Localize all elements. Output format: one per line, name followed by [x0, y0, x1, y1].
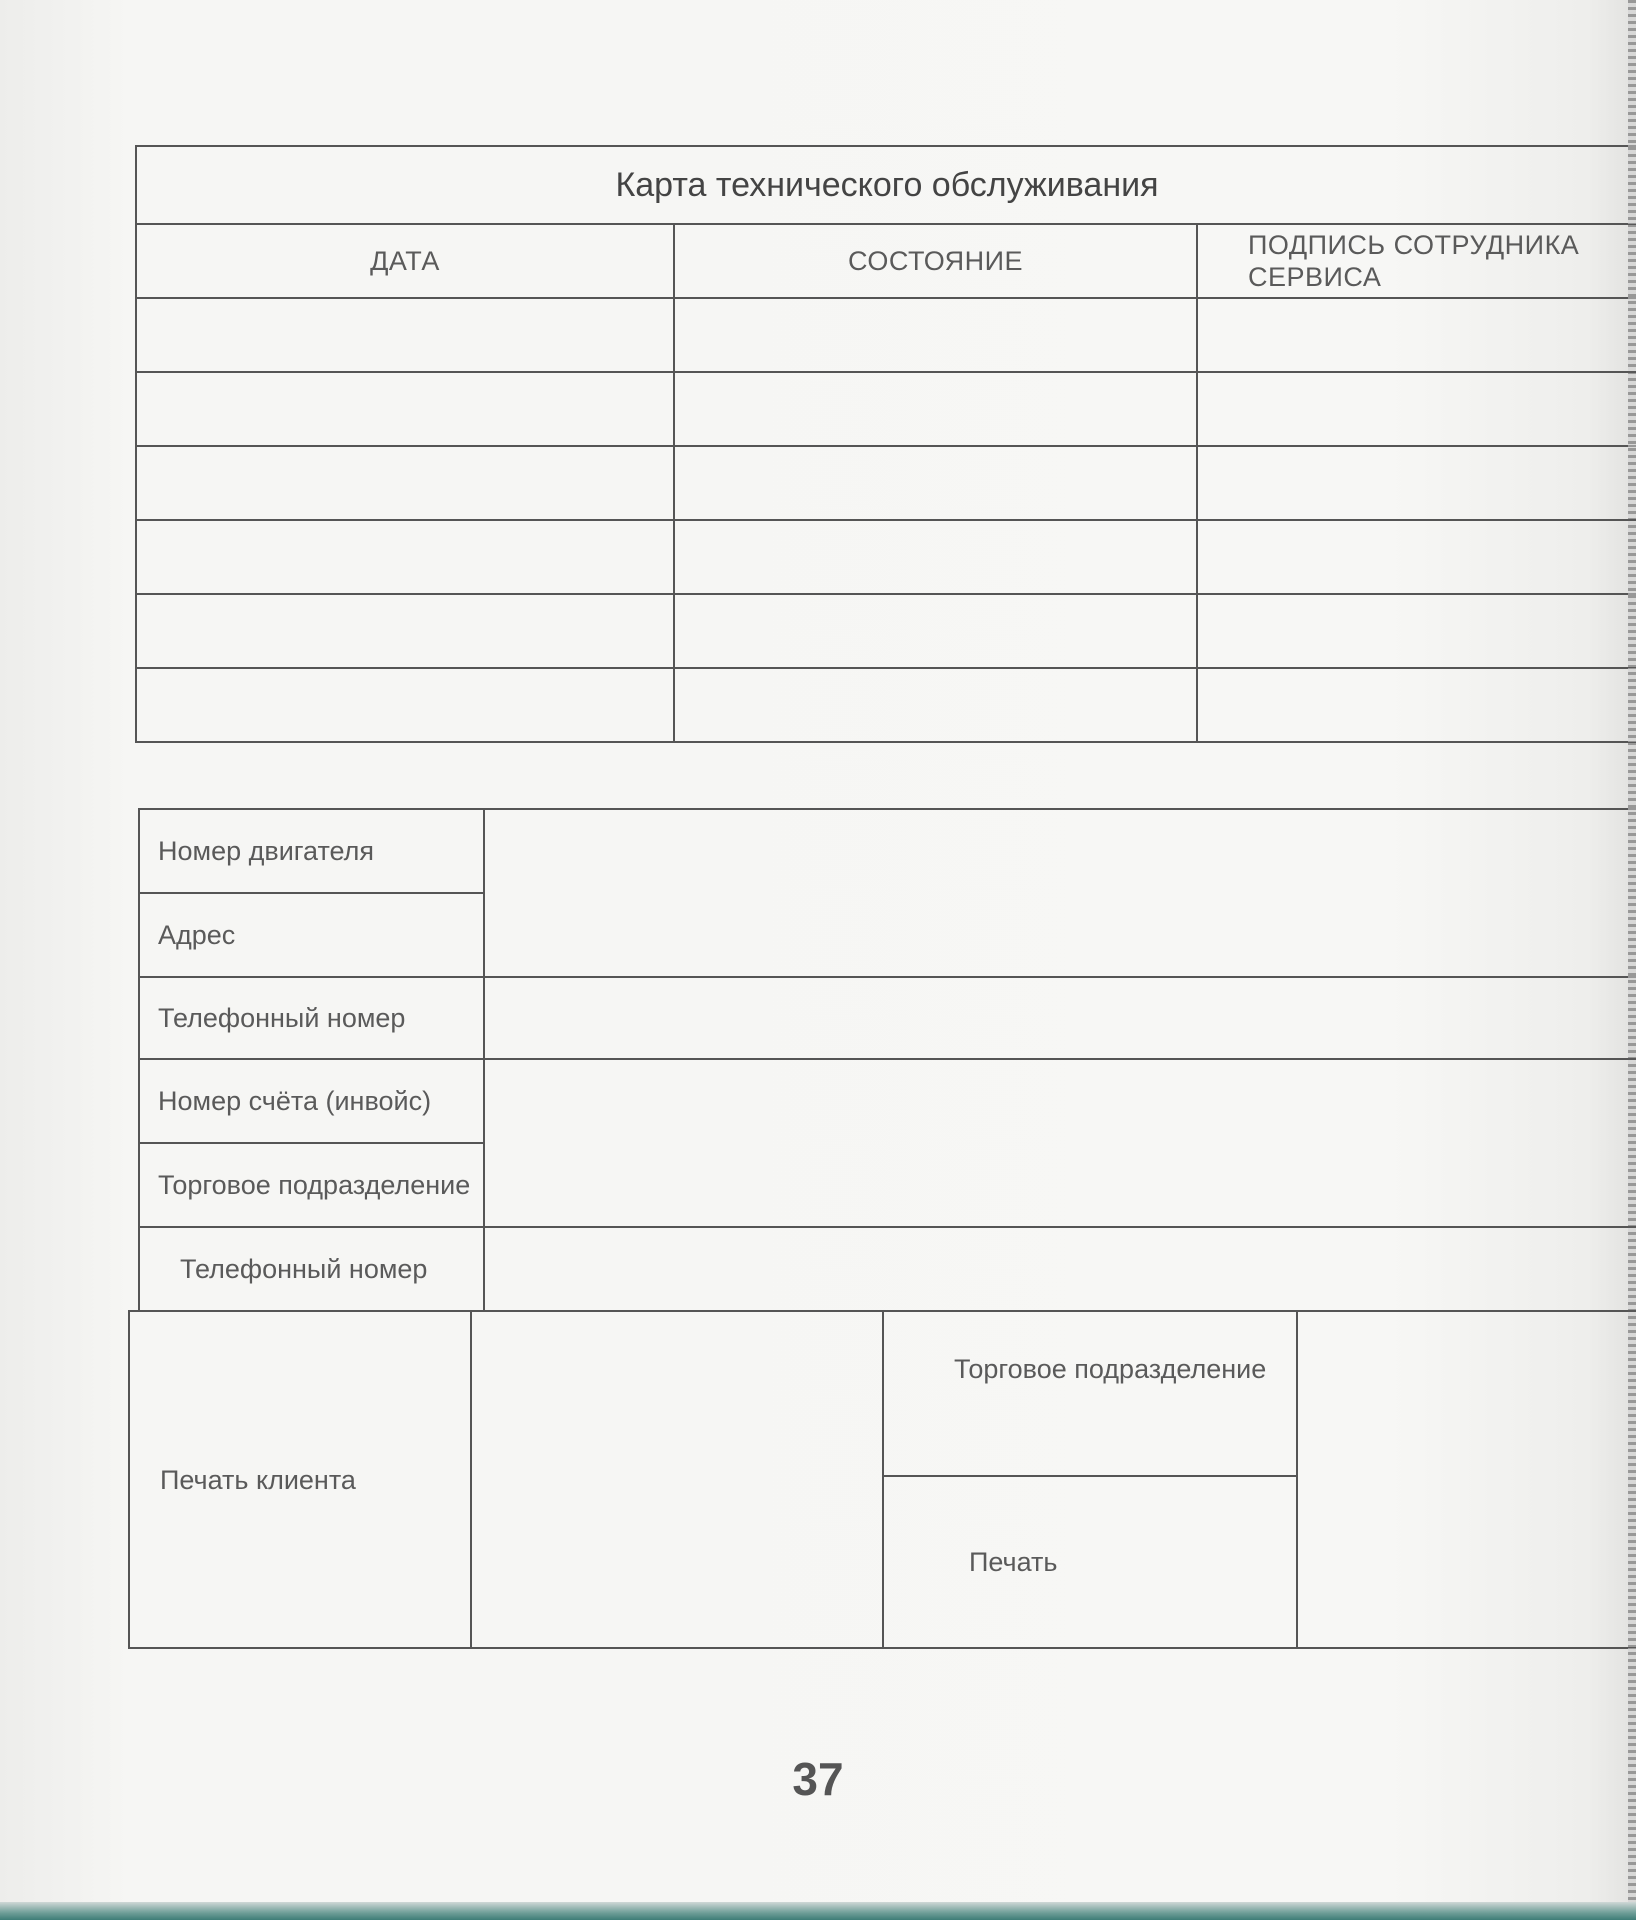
signature-cell[interactable] [1197, 594, 1636, 668]
table-row [136, 298, 1636, 372]
date-cell[interactable] [136, 298, 674, 372]
cover-edge-strip [0, 1902, 1636, 1920]
table-row [136, 668, 1636, 742]
engine-number-and-address-field[interactable] [484, 809, 1636, 977]
signature-cell[interactable] [1197, 668, 1636, 742]
condition-cell[interactable] [674, 446, 1197, 520]
date-cell[interactable] [136, 520, 674, 594]
maintenance-card-title: Карта технического обслуживания [136, 146, 1636, 224]
date-cell[interactable] [136, 594, 674, 668]
condition-cell[interactable] [674, 594, 1197, 668]
signature-cell[interactable] [1197, 298, 1636, 372]
condition-cell[interactable] [674, 298, 1197, 372]
condition-cell[interactable] [674, 668, 1197, 742]
client-stamp-area[interactable] [471, 1311, 883, 1648]
signature-cell[interactable] [1197, 372, 1636, 446]
condition-cell[interactable] [674, 372, 1197, 446]
phone-label: Телефонный номер [139, 977, 484, 1059]
table-row [136, 372, 1636, 446]
invoice-label: Номер счёта (инвойс) [139, 1059, 484, 1143]
invoice-and-branch-field[interactable] [484, 1059, 1636, 1227]
date-cell[interactable] [136, 446, 674, 520]
signature-cell[interactable] [1197, 446, 1636, 520]
client-stamp-label: Печать клиента [129, 1311, 471, 1648]
branch-label: Торговое подразделение [139, 1143, 484, 1227]
table-row [136, 446, 1636, 520]
seal-label: Печать [883, 1476, 1297, 1648]
column-header-condition: СОСТОЯНИЕ [674, 224, 1197, 298]
table-row [136, 594, 1636, 668]
condition-cell[interactable] [674, 520, 1197, 594]
stamp-branch-label: Торговое подразделение [883, 1311, 1297, 1476]
engine-number-label: Номер двигателя [139, 809, 484, 893]
branch-stamp-area[interactable] [1297, 1311, 1636, 1648]
address-label: Адрес [139, 893, 484, 977]
table-row [136, 520, 1636, 594]
date-cell[interactable] [136, 372, 674, 446]
date-cell[interactable] [136, 668, 674, 742]
stamp-block [128, 1310, 1636, 1649]
owner-info-form [138, 808, 1636, 1312]
branch-phone-label: Телефонный номер [139, 1227, 484, 1311]
maintenance-card-table [135, 145, 1636, 743]
page-number: 37 [792, 1753, 844, 1805]
column-header-signature: ПОДПИСЬ СОТРУДНИКА СЕРВИСА [1197, 224, 1636, 298]
column-header-date: ДАТА [136, 224, 674, 298]
branch-phone-field[interactable] [484, 1227, 1636, 1311]
binding-edge [1628, 0, 1636, 1920]
phone-field[interactable] [484, 977, 1636, 1059]
signature-cell[interactable] [1197, 520, 1636, 594]
